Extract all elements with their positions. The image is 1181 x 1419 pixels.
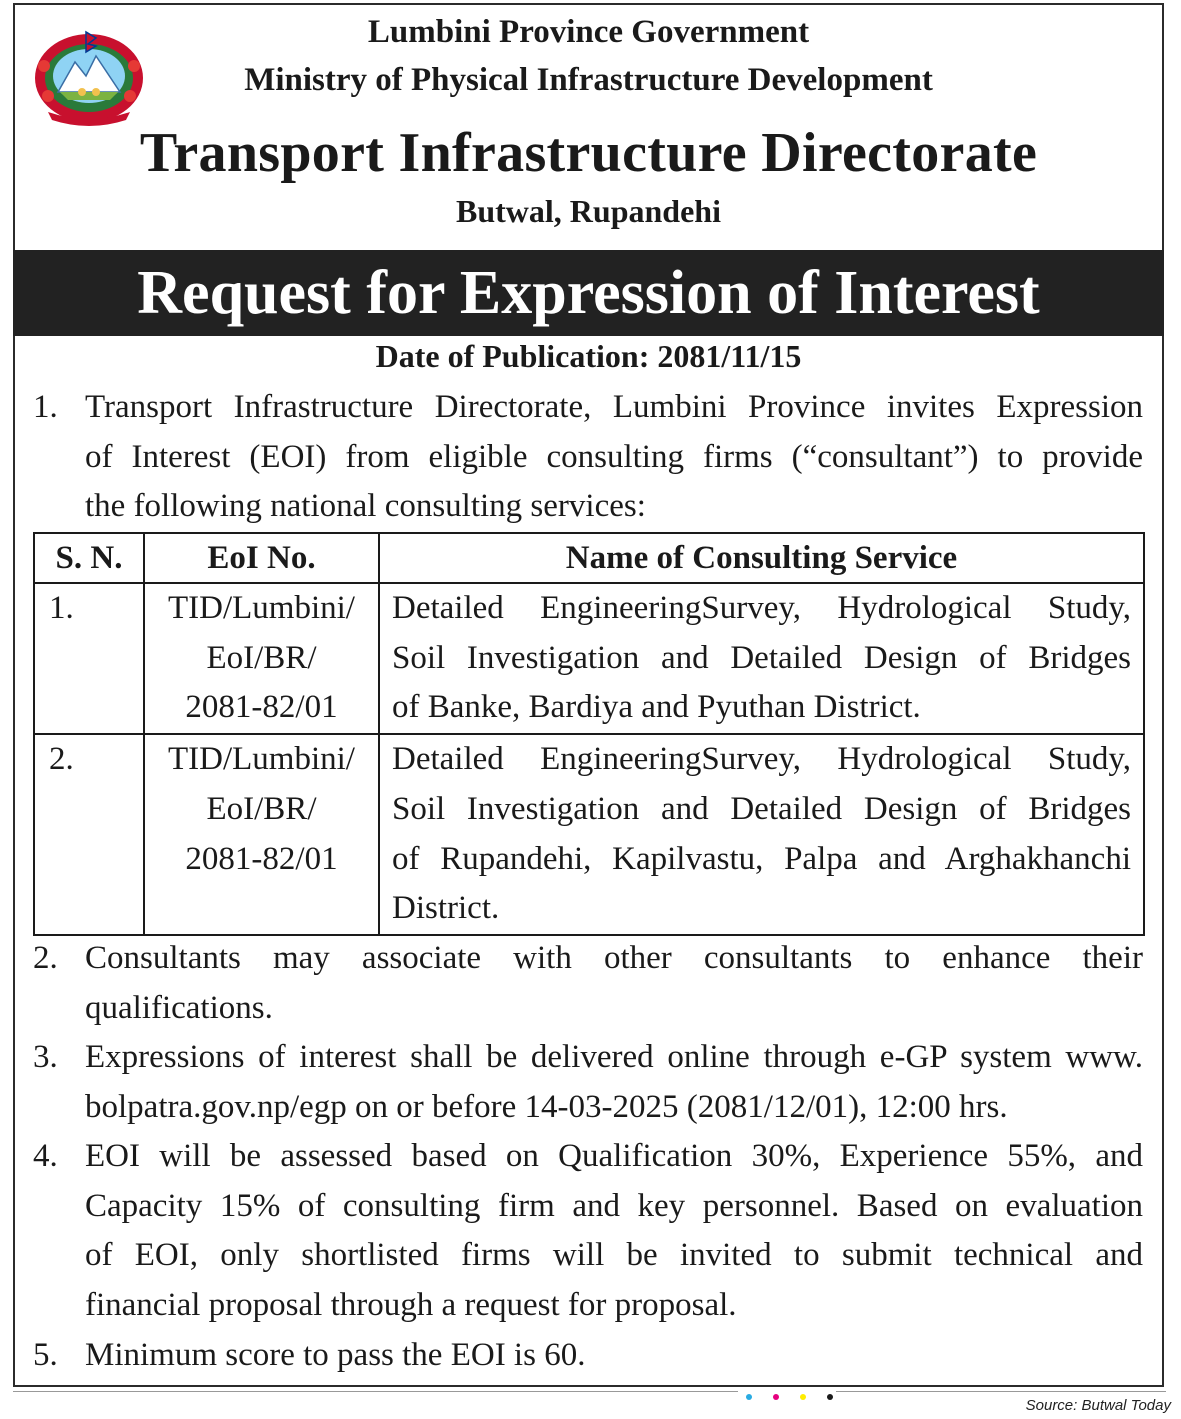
item-number: 4.: [33, 1138, 58, 1174]
item-number: 2.: [33, 940, 58, 976]
item-number: 3.: [33, 1039, 58, 1075]
table-row: [34, 734, 1144, 935]
item-text-line: Transport Infrastructure Directorate, Lumbini Province invites Expression: [85, 389, 1143, 425]
item-text-line: Consultants may associate with other consultants to enhance their: [85, 940, 1143, 976]
item-text-line: financial proposal through a request for proposal.: [85, 1287, 737, 1324]
service-line: Detailed EngineeringSurvey, Hydrological Study,: [392, 741, 1131, 778]
item-text-line: the following national consulting services:: [85, 488, 646, 525]
service-line: of Banke, Bardiya and Pyuthan District.: [392, 689, 921, 726]
eoi-line: EoI/BR/: [206, 790, 317, 827]
registration-dot: [827, 1394, 833, 1400]
province-name: Lumbini Province Government: [367, 14, 810, 50]
eoi-line: TID/Lumbini/: [168, 741, 355, 778]
cell-sn: 1.: [34, 583, 144, 734]
service-line: Soil Investigation and Detailed Design of Bridges: [392, 790, 1131, 827]
service-line: of Rupandehi, Kapilvastu, Palpa and Arghakhanchi: [392, 840, 1131, 877]
registration-dot: [800, 1394, 806, 1400]
service-line: Soil Investigation and Detailed Design of Bridges: [392, 639, 1131, 676]
cell-sn: 2.: [34, 734, 144, 935]
item-text-line: Minimum score to pass the EOI is 60.: [85, 1337, 586, 1373]
table-row: [34, 583, 1144, 734]
source-credit: Source: Butwal Today: [1025, 1397, 1171, 1414]
item-text-line: of EOI, only shortlisted firms will be invited to submit technical and: [85, 1237, 1143, 1274]
services-table: [33, 532, 1145, 936]
ministry-name: Ministry of Physical Infrastructure Development: [244, 62, 933, 98]
footer-divider: [836, 1391, 1166, 1392]
eoi-line: TID/Lumbini/: [168, 590, 355, 626]
registration-dots: [746, 1387, 850, 1405]
item-number: 5.: [33, 1337, 58, 1373]
item-text-line: EOI will be assessed based on Qualification 30%, Experience 55%, and: [85, 1138, 1143, 1174]
office-location: Butwal, Rupandehi: [456, 193, 721, 229]
eoi-line: 2081-82/01: [185, 840, 338, 877]
col-header-service: Name of Consulting Service: [379, 533, 1144, 583]
service-line: District.: [392, 890, 500, 927]
cell-eoi: [144, 583, 379, 734]
col-header-eoi: EoI No.: [144, 533, 379, 583]
item-text-line: Capacity 15% of consulting firm and key personnel. Based on evaluation: [85, 1187, 1143, 1224]
cell-service: [379, 583, 1144, 734]
registration-dot: [773, 1394, 779, 1400]
item-text-line: Expressions of interest shall be delivered online through e-GP system www.: [85, 1039, 1143, 1075]
cell-service: [379, 734, 1144, 935]
eoi-line: EoI/BR/: [206, 639, 317, 676]
eoi-line: 2081-82/01: [185, 689, 338, 726]
cell-eoi: [144, 734, 379, 935]
publication-date: Date of Publication: 2081/11/15: [375, 338, 802, 374]
item-text-line: of Interest (EOI) from eligible consulting firms (“consultant”) to provide: [85, 438, 1143, 475]
directorate-name: Transport Infrastructure Directorate: [139, 122, 1038, 184]
item-text-line: qualifications.: [85, 989, 273, 1026]
registration-dot: [746, 1394, 752, 1400]
col-header-sn: S. N.: [34, 533, 144, 583]
notice-title: Request for Expression of Interest: [13, 250, 1164, 336]
item-text-line: bolpatra.gov.np/egp on or before 14-03-2025 (2081/12/01), 12:00 hrs.: [85, 1088, 1008, 1125]
service-line: Detailed EngineeringSurvey, Hydrological Study,: [392, 590, 1131, 626]
item-number: 1.: [33, 389, 58, 425]
footer-divider: [13, 1391, 738, 1392]
table-header-row: [34, 533, 1144, 583]
